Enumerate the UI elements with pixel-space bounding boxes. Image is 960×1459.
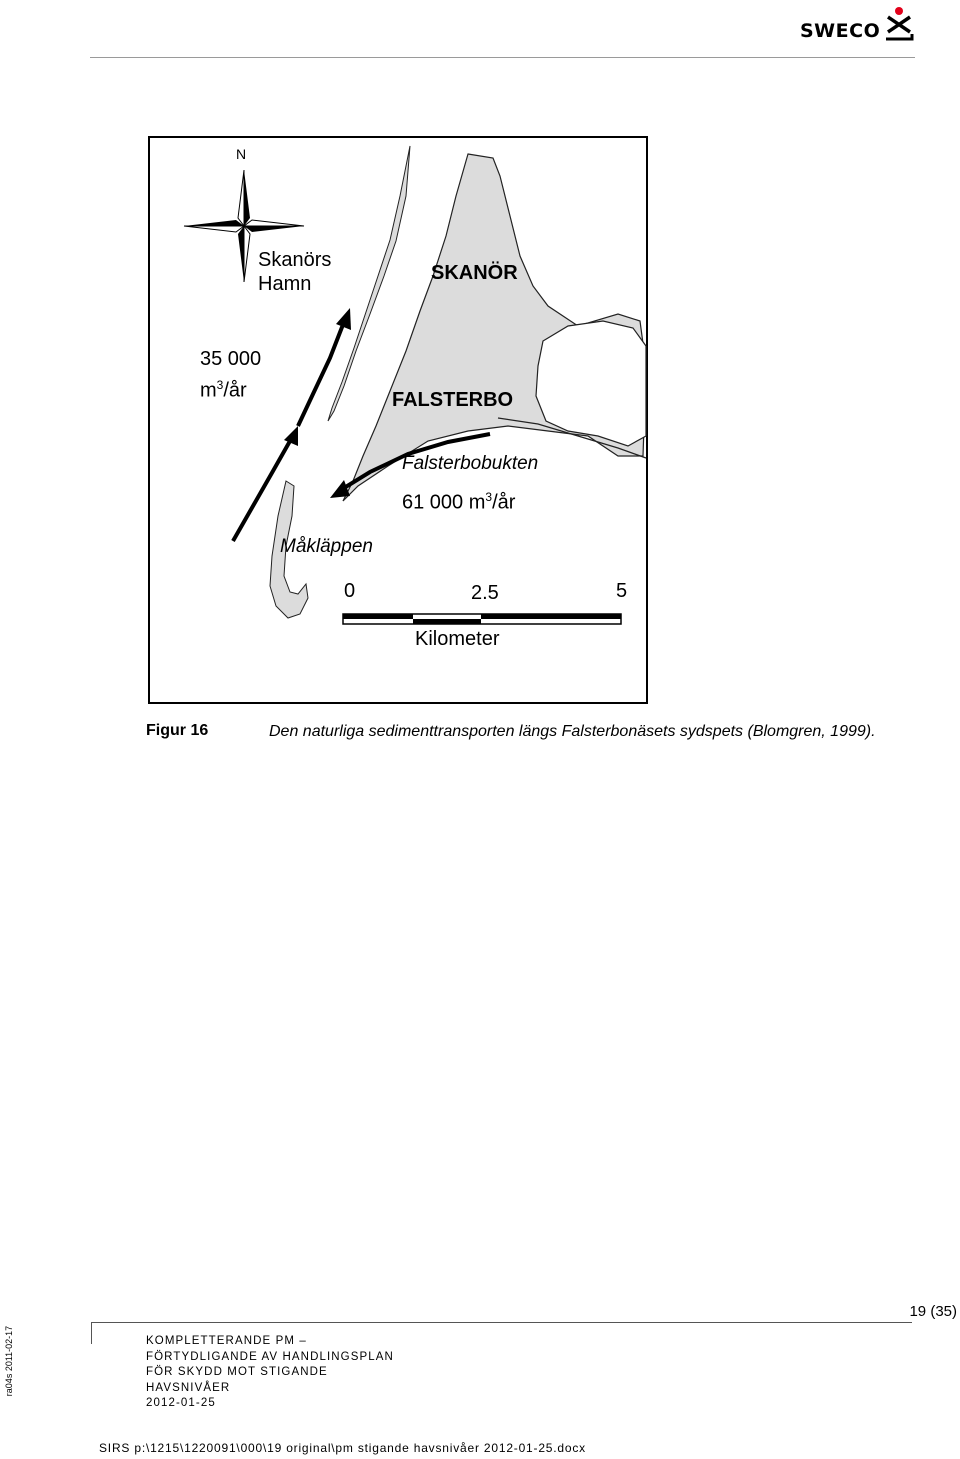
sweco-logo — [796, 6, 920, 46]
harbor-line-1: Skanörs — [258, 249, 332, 271]
footer-date: 2012-01-25 — [146, 1397, 216, 1409]
west-flow-unit-base: m — [200, 379, 217, 402]
map-label-bay: Falsterbobukten — [402, 453, 539, 474]
west-transport-arrow-upper — [298, 322, 344, 426]
sweco-figure-icon — [882, 6, 916, 42]
bay-arrow-head-icon — [330, 480, 350, 498]
footer-title-line: KOMPLETTERANDE PM – — [146, 1335, 307, 1347]
west-flow-unit-rest: /år — [223, 379, 247, 402]
footer-title-line: FÖRTYDLIGANDE AV HANDLINGSPLAN — [146, 1350, 394, 1363]
document-file-path: SIRS p:\1215\1220091\000\19 original\pm stigande havsnivåer 2012-01-25.docx — [99, 1441, 586, 1455]
map-label-north: N — [236, 146, 247, 162]
footer-divider-tick — [91, 1322, 92, 1344]
map-label-falsterbo: FALSTERBO — [392, 389, 514, 411]
figure-caption-label: Figur 16 — [146, 722, 209, 739]
scale-unit-label: Kilometer — [415, 628, 500, 650]
map-label-harbor — [258, 248, 331, 296]
scale-label-0: 0 — [344, 580, 356, 602]
scale-bar — [343, 614, 621, 624]
header-divider — [90, 57, 915, 58]
bay-flow-value: 61 000 m — [402, 491, 486, 514]
west-flow-value: 35 000 — [200, 348, 262, 370]
map-label-west-flow — [200, 346, 261, 404]
template-version-tag: ra04s 2011-02-17 — [4, 1325, 15, 1397]
west-flow-unit-sup: 3 — [216, 378, 224, 392]
footer-document-title — [146, 1334, 394, 1412]
map-drawing — [148, 136, 648, 704]
footer-title-line: HAVSNIVÅER — [146, 1381, 231, 1394]
footer-divider — [91, 1322, 912, 1323]
figure-caption-text: Den naturliga sedimenttransporten längs Falsterbonäsets sydspets (Blomgren, 1999). — [269, 723, 876, 740]
bay-flow-rest: /år — [492, 491, 516, 514]
logo-text: SWECO — [800, 20, 881, 42]
scale-label-max: 5 — [616, 580, 628, 602]
west-arrow-head-icon — [336, 308, 351, 330]
west-flow-unit — [200, 372, 261, 404]
harbor-line-2: Hamn — [258, 273, 312, 295]
map-label-bay-flow — [402, 490, 515, 515]
map-label-skanor: SKANÖR — [431, 262, 518, 284]
west-arrow-head-lower-icon — [284, 426, 298, 446]
map-label-maklappen: Måkläppen — [280, 536, 373, 557]
sediment-transport-map — [148, 136, 648, 704]
bay-flow-sup: 3 — [485, 490, 493, 504]
scale-label-mid: 2.5 — [471, 582, 499, 604]
footer-title-line: FÖR SKYDD MOT STIGANDE — [146, 1366, 328, 1378]
page-number: 19 (35) — [909, 1303, 957, 1320]
